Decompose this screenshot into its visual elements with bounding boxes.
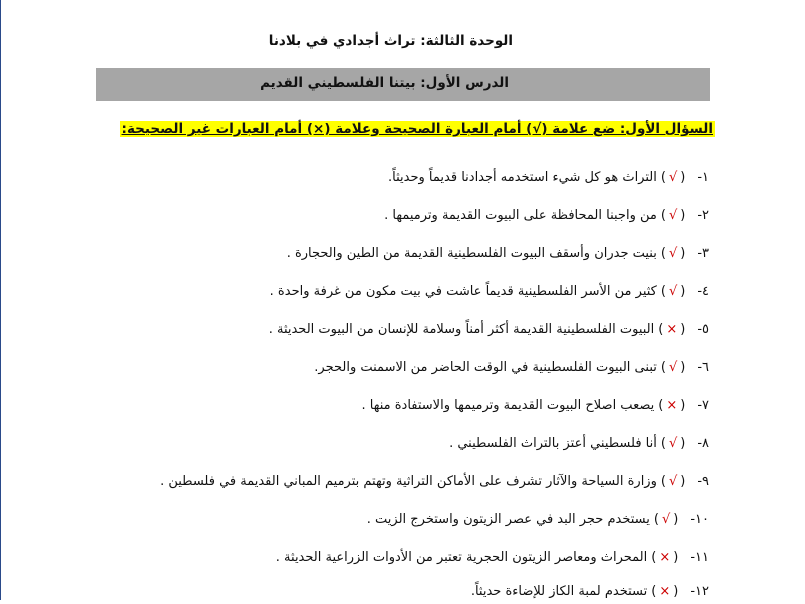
answer-mark: √ (668, 246, 678, 261)
answer-mark: √ (668, 436, 678, 451)
list-item: ١٢-(×)تستخدم لمبة الكاز للإضاءة حديثاً. (471, 580, 709, 604)
list-item: ٨-(√)أنا فلسطيني أعتز بالتراث الفلسطيني . (449, 432, 709, 456)
item-number: ٥- (697, 322, 709, 337)
answer-mark: √ (668, 474, 678, 489)
item-number: ٢- (697, 208, 709, 223)
list-item: ٥-(×)البيوت الفلسطينية القديمة أكثر أمناً وسلامة للإنسان من البيوت الحديثة . (269, 318, 709, 342)
list-item: ٢-(√)من واجبنا المحافظة على البيوت القديمة وترميمها . (384, 204, 709, 228)
item-number: ٩- (697, 474, 709, 489)
list-item: ٤-(√)كثير من الأسر الفلسطينية قديماً عاشت في بيت مكون من غرفة واحدة . (270, 280, 709, 304)
item-text: تبنى البيوت الفلسطينية في الوقت الحاضر من الاسمنت والحجر. (314, 360, 657, 375)
item-text: يستخدم حجر البد في عصر الزيتون واستخرج الزيت . (366, 512, 650, 527)
answer-mark: × (666, 322, 678, 337)
item-text: بنيت جدران وأسقف البيوت الفلسطينية القديمة من الطين والحجارة . (286, 246, 657, 261)
list-item: ١-(√)التراث هو كل شيء استخدمه أجدادنا قديماً وحديثاً. (388, 166, 709, 190)
answer-mark: √ (668, 360, 678, 375)
answer-mark: × (659, 550, 671, 565)
item-text: تستخدم لمبة الكاز للإضاءة حديثاً. (470, 584, 648, 599)
list-item: ٩-(√)وزارة السياحة والآثار تشرف على الأماكن التراثية وتهتم بترميم المباني القديمة في فلسطين . (160, 470, 709, 494)
item-number: ٨- (697, 436, 709, 451)
answer-mark: √ (661, 512, 671, 527)
question-instruction: السؤال الأول: ضع علامة (√) أمام العبارة الصحيحة وعلامة (×) أمام العبارات غير الصحيحة: (121, 121, 713, 137)
list-item: ٧-(×)يصعب اصلاح البيوت القديمة وترميمها والاستفادة منها . (361, 394, 709, 418)
item-number: ٦- (697, 360, 709, 375)
list-item: ٦-(√)تبنى البيوت الفلسطينية في الوقت الحاضر من الاسمنت والحجر. (314, 356, 709, 380)
lesson-title: الدرس الأول: بيتنا الفلسطيني القديم (260, 75, 509, 91)
unit-title: الوحدة الثالثة: تراث أجدادي في بلادنا (268, 33, 513, 49)
item-number: ١١- (690, 550, 709, 565)
item-text: البيوت الفلسطينية القديمة أكثر أمناً وسلامة للإنسان من البيوت الحديثة . (268, 322, 655, 337)
item-number: ١٢- (690, 584, 709, 599)
item-number: ٧- (697, 398, 709, 413)
item-text: المحراث ومعاصر الزيتون الحجرية تعتبر من الأدوات الزراعية الحديثة . (275, 550, 648, 565)
answer-mark: √ (668, 170, 678, 185)
item-text: من واجبنا المحافظة على البيوت القديمة وترميمها . (384, 208, 657, 223)
list-item: ٣-(√)بنيت جدران وأسقف البيوت الفلسطينية القديمة من الطين والحجارة . (287, 242, 709, 266)
item-text: التراث هو كل شيء استخدمه أجدادنا قديماً وحديثاً. (388, 170, 657, 185)
item-number: ٤- (697, 284, 709, 299)
item-number: ١٠- (690, 512, 709, 527)
item-text: أنا فلسطيني أعتز بالتراث الفلسطيني . (449, 436, 657, 451)
item-number: ٣- (697, 246, 709, 261)
answer-mark: × (666, 398, 678, 413)
answer-mark: √ (668, 208, 678, 223)
list-item: ١١-(×)المحراث ومعاصر الزيتون الحجرية تعتبر من الأدوات الزراعية الحديثة . (276, 546, 709, 570)
item-text: وزارة السياحة والآثار تشرف على الأماكن التراثية وتهتم بترميم المباني القديمة في فلسطين . (160, 474, 657, 489)
lesson-banner (96, 68, 710, 101)
list-item: ١٠-(√)يستخدم حجر البد في عصر الزيتون واستخرج الزيت . (367, 508, 709, 532)
item-text: يصعب اصلاح البيوت القديمة وترميمها والاستفادة منها . (361, 398, 655, 413)
item-text: كثير من الأسر الفلسطينية قديماً عاشت في بيت مكون من غرفة واحدة . (269, 284, 657, 299)
answer-mark: × (659, 584, 671, 599)
item-number: ١- (697, 170, 709, 185)
answer-mark: √ (668, 284, 678, 299)
